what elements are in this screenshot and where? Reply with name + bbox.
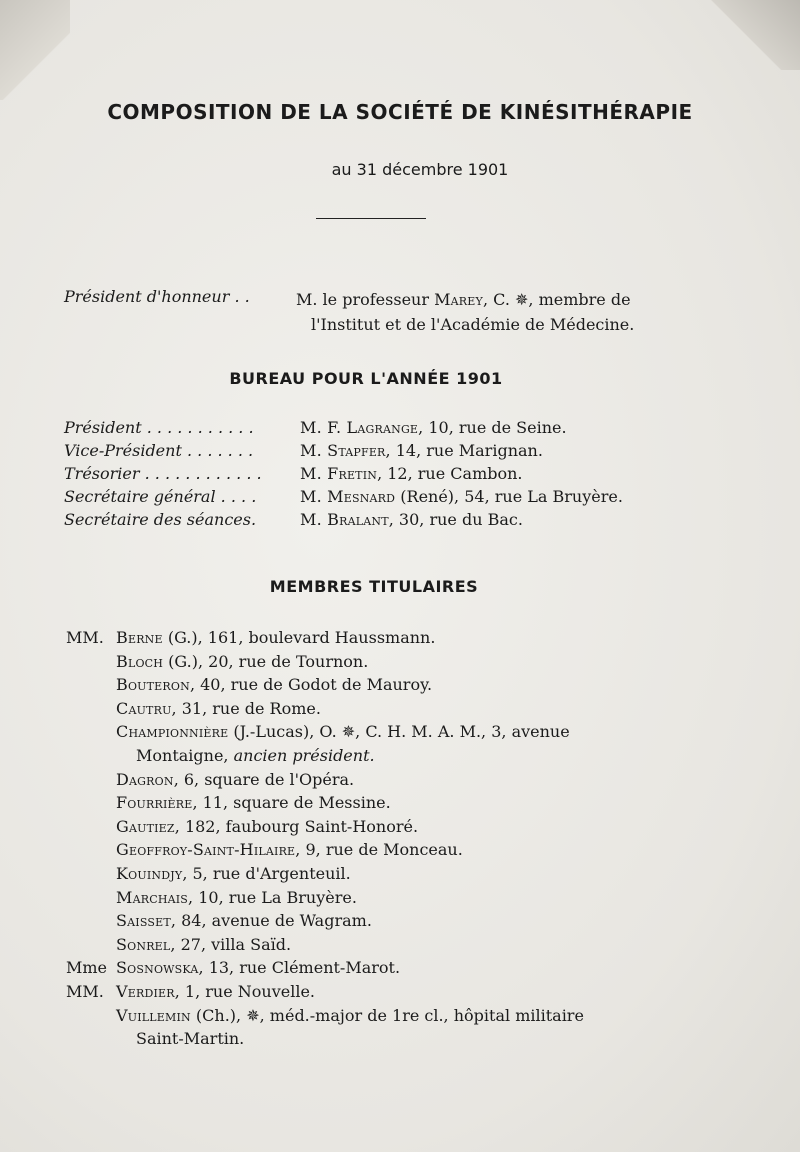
bureau-name: M. Fretin: [300, 464, 378, 483]
member-address: , 84, avenue de Wagram.: [170, 911, 372, 931]
member-row: [66, 933, 726, 957]
member-address: , 27, villa Saïd.: [170, 934, 292, 954]
member-name: Championnière: [116, 722, 229, 742]
member-row: [66, 626, 726, 650]
member-continuation: Montaigne,: [136, 745, 234, 765]
members-heading: MEMBRES TITULAIRES: [269, 577, 479, 596]
bureau-row: [64, 441, 744, 464]
bureau-address: , 30, rue du Bac.: [388, 510, 523, 529]
member-name: Saisset: [116, 911, 171, 931]
member-row: [66, 720, 726, 744]
bureau-address: (René), 54, rue La Bruyère.: [395, 487, 623, 506]
member-name: Vuillemin: [116, 1005, 191, 1025]
member-address: , 182, faubourg Saint-Honoré.: [174, 816, 419, 836]
torn-corner-right: [710, 0, 800, 70]
bureau-role: Vice-Président . . . . . . .: [64, 441, 254, 460]
member-address: , 40, rue de Godot de Mauroy.: [189, 675, 433, 695]
member-row: [66, 838, 726, 862]
member-address: , 5, rue d'Argenteuil.: [182, 863, 351, 883]
member-row: [66, 909, 726, 933]
bureau-row: [64, 464, 744, 487]
bureau-row: [64, 510, 744, 533]
bureau-address: , 12, rue Cambon.: [377, 464, 523, 483]
member-address: (G.), 161, boulevard Haussmann.: [162, 628, 436, 647]
member-name: Cautru: [116, 698, 172, 718]
bureau-address: , 10, rue de Seine.: [418, 418, 567, 437]
member-name: Dagron: [116, 769, 174, 789]
member-row: [66, 650, 726, 674]
member-address: (J.-Lucas), O. ✵, C. H. M. A. M., 3, avenue: [228, 722, 570, 742]
bureau-name: M. Bralant: [300, 510, 389, 529]
member-address: , 9, rue de Monceau.: [295, 840, 463, 860]
honorary-president-label: Président d'honneur . .: [64, 287, 250, 306]
member-row: [66, 1027, 726, 1051]
member-address: , 31, rue de Rome.: [171, 698, 321, 718]
member-name: Sosnowska: [116, 958, 199, 978]
bureau-address: , 14, rue Marignan.: [385, 441, 543, 460]
date-line: au 31 décembre 1901: [331, 160, 509, 179]
member-row: [66, 956, 726, 980]
member-name: Fourrière: [116, 793, 193, 813]
bureau-role: Président . . . . . . . . . . .: [64, 418, 254, 437]
bureau-name: M. Mesnard: [300, 487, 396, 506]
bureau-heading: BUREAU POUR L'ANNÉE 1901: [229, 369, 503, 388]
member-row: [66, 768, 726, 792]
member-address: , 6, square de l'Opéra.: [173, 769, 355, 789]
member-row: [66, 1004, 726, 1028]
member-row: [66, 791, 726, 815]
honorary-name: Marey: [434, 290, 483, 309]
member-row: [66, 673, 726, 697]
member-address: (G.), 20, rue de Tournon.: [163, 651, 369, 671]
page-title: COMPOSITION DE LA SOCIÉTÉ DE KINÉSITHÉRAPIE: [107, 100, 693, 124]
bureau-row: [64, 487, 744, 510]
member-address: (Ch.), ✵, méd.-major de 1re cl., hôpital militaire: [190, 1005, 584, 1025]
bureau-role: Secrétaire des séances.: [64, 510, 257, 529]
member-address: , 1, rue Nouvelle.: [174, 981, 316, 1001]
bureau-row: [64, 418, 744, 441]
bureau-role: Secrétaire général . . . .: [64, 487, 257, 506]
member-name: Verdier: [116, 981, 175, 1001]
honorary-line1-rest: , C. ✵, membre de: [482, 290, 631, 309]
member-name: Bloch: [116, 651, 164, 671]
bureau-role: Trésorier . . . . . . . . . . . .: [64, 464, 262, 483]
member-prefix: MM.: [66, 628, 104, 647]
member-name: Kouindjy: [116, 863, 183, 883]
member-name: Berne: [116, 628, 163, 647]
member-address: , 11, square de Messine.: [192, 793, 391, 813]
honorary-prefix: M. le professeur: [296, 290, 429, 309]
member-name: Gautiez: [116, 816, 175, 836]
member-prefix: MM.: [66, 981, 104, 1001]
bureau-name: M. F. Lagrange: [300, 418, 419, 437]
member-row: [66, 815, 726, 839]
member-row: [66, 697, 726, 721]
member-row: [66, 980, 726, 1004]
torn-corner-left: [0, 0, 70, 100]
member-name: Sonrel: [116, 934, 171, 954]
member-name: Marchais: [116, 887, 189, 907]
member-name: Geoffroy-Saint-Hilaire: [116, 840, 296, 860]
member-continuation: Saint-Martin.: [136, 1029, 245, 1049]
honorary-president-text: [296, 287, 726, 337]
member-name: Bouteron: [116, 675, 190, 695]
divider-rule: [316, 218, 426, 219]
member-row: [66, 744, 726, 768]
member-address: , 13, rue Clément-Marot.: [198, 958, 401, 978]
member-row: [66, 886, 726, 910]
bureau-name: M. Stapfer: [300, 441, 386, 460]
members-list: [66, 626, 726, 1051]
member-row: [66, 862, 726, 886]
bureau-list: [64, 418, 744, 533]
honorary-line2: l'Institut et de l'Académie de Médecine.: [311, 315, 635, 334]
member-continuation-italic: ancien président.: [233, 745, 375, 765]
member-address: , 10, rue La Bruyère.: [188, 887, 357, 907]
member-prefix: Mme: [66, 958, 108, 978]
